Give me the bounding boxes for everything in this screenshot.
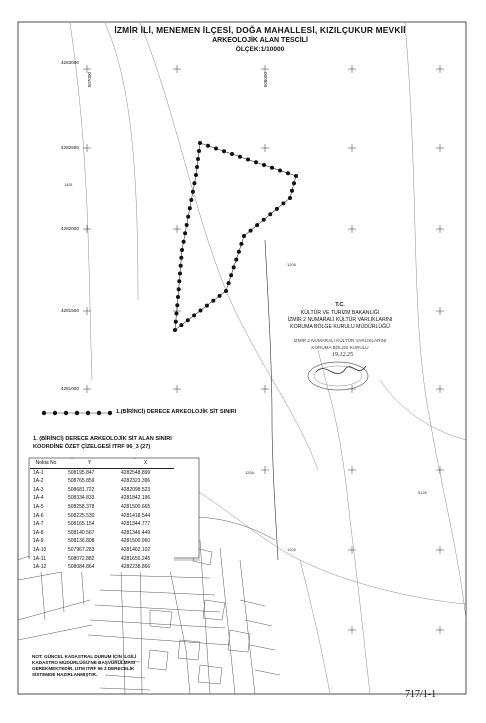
point-no-cell: 1A-4 xyxy=(33,495,44,502)
x-cell: 4281650.245 xyxy=(121,555,151,562)
map-subtitle: ARKEOLOJİK ALAN TESCİLİ xyxy=(212,37,308,44)
parcel-label: 5126 xyxy=(418,490,427,495)
boundary-dot xyxy=(230,152,234,156)
boundary-dot xyxy=(281,201,285,205)
northing-label: 4283000 xyxy=(61,60,79,65)
legend-swatch xyxy=(42,411,112,415)
table-row xyxy=(30,529,174,538)
parcel-label: 1451 xyxy=(64,182,73,187)
boundary-dot xyxy=(232,265,236,269)
boundary-dot xyxy=(186,318,190,322)
boundary-dot xyxy=(234,258,238,262)
legend-label: 1.(BİRİNCİ) DERECE ARKEOLOJİK SİT SINIRI xyxy=(116,409,237,415)
boundary-dot xyxy=(177,279,181,283)
boundary-dot xyxy=(246,158,250,162)
boundary-dot xyxy=(182,240,186,244)
boundary-dot xyxy=(294,174,298,178)
handwritten-date: 19.12.25 xyxy=(332,352,353,358)
stamp-line: T.C. xyxy=(335,302,345,308)
boundary-dot xyxy=(229,273,233,277)
boundary-dot xyxy=(254,160,258,164)
map-scale: ÖLÇEK:1/10000 xyxy=(235,46,285,53)
boundary-dot xyxy=(183,231,187,235)
header-point-no: Nokta No xyxy=(30,459,62,468)
coordinate-table-title xyxy=(33,436,172,451)
y-cell: 508258.378 xyxy=(68,503,95,510)
northing-label: 4282500 xyxy=(61,145,79,150)
boundary-dot xyxy=(286,171,290,175)
point-no-cell: 1A-11 xyxy=(33,555,46,562)
table-row xyxy=(30,520,174,529)
boundary-dot xyxy=(278,169,282,173)
boundary-dot xyxy=(224,289,228,293)
boundary-dot xyxy=(197,149,201,153)
parcel-label: 1206 xyxy=(245,470,254,475)
boundary-dot xyxy=(175,312,179,316)
y-cell: 508334.833 xyxy=(68,495,95,502)
coordinate-table-title-line1: 1. (BİRİNCİ) DERECE ARKEOLOJİK SİT ALAN SINIRI xyxy=(33,436,172,442)
table-row xyxy=(30,503,174,512)
boundary-dot xyxy=(180,248,184,252)
point-no-cell: 1A-3 xyxy=(33,486,44,493)
boundary-dot xyxy=(205,304,209,308)
boundary-dot xyxy=(174,320,178,324)
boundary-dot xyxy=(238,155,242,159)
y-cell: 508084.864 xyxy=(68,564,95,571)
point-no-cell: 1A-1 xyxy=(33,469,44,476)
footnote: NOT: GÜNCEL KADASTRAL DURUM İÇİN İLGİLİ KADASTRO MÜDÜRLÜĞÜ'NE BAŞVURULMASI GEREKMEKTEDİR. UTM ITRF 96 3 DERECELİK SİSTEMDE HAZIRLANMIŞTIR. xyxy=(32,654,137,677)
boundary-dot xyxy=(173,328,177,332)
x-cell: 4282238.866 xyxy=(121,564,151,571)
boundary-dot xyxy=(214,147,218,151)
boundary-dot xyxy=(237,250,241,254)
point-no-cell: 1A-2 xyxy=(33,478,44,485)
boundary-dot xyxy=(268,212,272,216)
stamp-line: KÜLTÜR VE TURİZM BAKANLIĞI xyxy=(300,310,380,316)
boundary-dot xyxy=(206,144,210,148)
stamp-line: İZMİR 2 NUMARALI KÜLTÜR VARLIKLARINI xyxy=(293,338,387,343)
y-cell: 508195.847 xyxy=(68,469,95,476)
boundary-dot xyxy=(191,190,195,194)
x-cell: 4281842.196 xyxy=(121,495,151,502)
boundary-dot xyxy=(175,303,179,307)
boundary-dot xyxy=(179,256,183,260)
boundary-dot xyxy=(177,287,181,291)
table-row xyxy=(30,537,174,546)
table-row xyxy=(30,563,174,572)
header-y: Y xyxy=(62,459,117,468)
boundary-dot xyxy=(242,234,246,238)
point-no-cell: 1A-9 xyxy=(33,538,44,545)
boundary-dot xyxy=(222,149,226,153)
boundary-dot xyxy=(178,272,182,276)
northing-label: 4281500 xyxy=(61,308,79,313)
point-no-cell: 1A-12 xyxy=(33,564,47,571)
point-no-cell: 1A-8 xyxy=(33,529,44,536)
coordinate-table-body xyxy=(30,468,174,572)
x-cell: 4281418.544 xyxy=(121,512,151,519)
point-no-cell: 1A-6 xyxy=(33,512,44,519)
boundary-dot xyxy=(179,323,183,327)
northing-label: 4282000 xyxy=(61,226,79,231)
boundary-dot xyxy=(262,163,266,167)
x-cell: 4281462.102 xyxy=(121,546,151,553)
boundary-dot xyxy=(227,281,231,285)
boundary-dot xyxy=(211,299,215,303)
header-x: X xyxy=(117,459,174,468)
point-no-cell: 1A-10 xyxy=(33,546,47,553)
point-no-cell: 1A-7 xyxy=(33,521,44,528)
y-cell: 508140.567 xyxy=(68,529,95,536)
boundary-dot xyxy=(275,207,279,211)
parcel-boundaries xyxy=(70,23,466,694)
boundary-dot xyxy=(189,198,193,202)
boundary-dot xyxy=(270,166,274,170)
northing-label: 4281000 xyxy=(61,386,79,391)
stamp-line: KORUMA BÖLGE KURULU xyxy=(311,345,369,350)
x-cell: 4281500.960 xyxy=(121,538,151,545)
boundary-dot xyxy=(198,141,202,145)
table-row xyxy=(30,546,174,555)
coordinate-table-title-line2: KOORDİNE ÖZET ÇİZELGESİ ITRF 96_3 (27) xyxy=(33,443,151,450)
table-row xyxy=(30,494,174,503)
boundary-dot xyxy=(292,181,296,185)
site-boundary-line xyxy=(175,143,296,330)
table-row xyxy=(30,468,174,477)
point-no-cell: 1A-5 xyxy=(33,503,44,510)
map-title: İZMİR İLİ, MENEMEN İLÇESİ, DOĞA MAHALLESİ, KIZILÇUKUR MEVKİİ xyxy=(114,25,406,35)
boundary-dot xyxy=(195,165,199,169)
parcel-label: 1205 xyxy=(287,547,296,552)
boundary-dot xyxy=(288,196,292,200)
y-cell: 507967.283 xyxy=(68,546,95,553)
boundary-dot xyxy=(262,218,266,222)
x-cell: 4281500.665 xyxy=(121,503,151,510)
boundary-dot xyxy=(255,223,259,227)
x-cell: 4281344.777 xyxy=(121,521,151,528)
table-row xyxy=(30,555,174,564)
x-cell: 4282098.523 xyxy=(121,486,151,493)
boundary-dot xyxy=(239,242,243,246)
stamp-line: İZMİR 2 NUMARALI KÜLTÜR VARLIKLARINI xyxy=(287,317,393,323)
boundary-dot xyxy=(185,223,189,227)
parcel-label: 1206 xyxy=(287,262,296,267)
table-row xyxy=(30,477,174,486)
y-cell: 508681.722 xyxy=(68,486,95,493)
boundary-dot xyxy=(199,309,203,313)
x-cell: 4282548.899 xyxy=(121,469,151,476)
x-cell: 4282323.396 xyxy=(121,478,151,485)
boundary-dot xyxy=(290,189,294,193)
y-cell: 508136.808 xyxy=(68,538,95,545)
boundary-dot xyxy=(196,157,200,161)
y-cell: 508072.882 xyxy=(68,555,95,562)
table-header-row xyxy=(30,459,174,468)
easting-label: 508000 xyxy=(263,72,268,88)
boundary-dot xyxy=(176,295,180,299)
y-cell: 508225.530 xyxy=(68,512,95,519)
stamp-line: KORUMA BÖLGE KURULU MÜDÜRLÜĞÜ xyxy=(290,324,390,330)
boundary-dot xyxy=(186,215,190,219)
coordinate-table xyxy=(30,459,174,572)
boundary-dot xyxy=(218,294,222,298)
x-cell: 4281346.449 xyxy=(121,529,151,536)
table-row xyxy=(30,512,174,521)
boundary-dot xyxy=(192,313,196,317)
table-row xyxy=(30,486,174,495)
boundary-line xyxy=(265,240,278,560)
boundary-dot xyxy=(192,181,196,185)
page-number: 717/1-1 xyxy=(405,689,437,700)
y-cell: 508165.154 xyxy=(68,521,95,528)
boundary-dot xyxy=(188,206,192,210)
boundary-dot xyxy=(194,173,198,177)
boundary-dot xyxy=(249,229,253,233)
boundary-dot xyxy=(179,264,183,268)
easting-label: 507000 xyxy=(87,72,92,88)
y-cell: 508765.859 xyxy=(68,478,95,485)
